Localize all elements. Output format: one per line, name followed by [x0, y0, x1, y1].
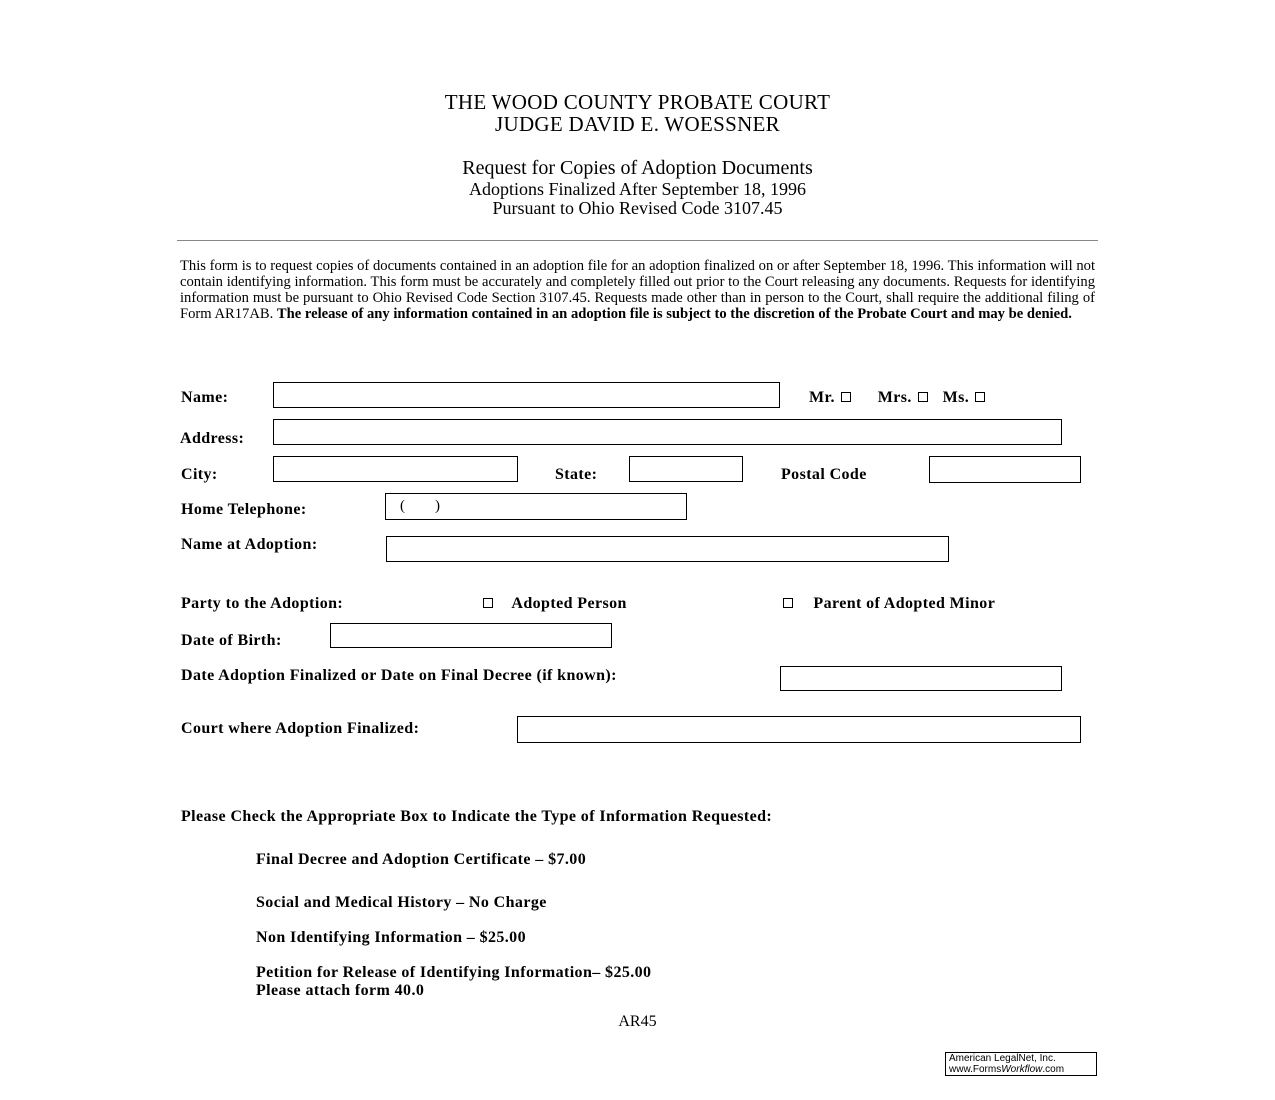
date-finalized-field[interactable] [780, 666, 1062, 691]
form-title: Request for Copies of Adoption Documents [462, 157, 813, 179]
parent-of-minor-label: Parent of Adopted Minor [813, 595, 996, 612]
adopted-person-label: Adopted Person [511, 595, 627, 612]
ms-label: Ms. [942, 389, 970, 406]
logo-line-2 [949, 1065, 1093, 1076]
logo-url-part2: Workflow [1001, 1063, 1043, 1075]
home-telephone-label: Home Telephone: [181, 501, 307, 518]
state-label: State: [555, 466, 598, 483]
parent-of-minor-checkbox[interactable] [783, 598, 793, 608]
header-divider [177, 240, 1098, 241]
form-subtitle-code: Pursuant to Ohio Revised Code 3107.45 [492, 198, 783, 218]
date-of-birth-label: Date of Birth: [181, 632, 282, 649]
mrs-checkbox[interactable] [918, 392, 928, 402]
mr-label: Mr. [809, 389, 835, 406]
info-item-social-medical[interactable]: Social and Medical History – No Charge [256, 894, 547, 911]
home-telephone-field[interactable]: ( ) [385, 493, 687, 520]
name-at-adoption-label: Name at Adoption: [181, 536, 318, 553]
intro-paragraph [180, 258, 1095, 322]
adopted-person-checkbox[interactable] [483, 598, 493, 608]
address-field[interactable] [273, 419, 1062, 445]
party-option-parent [777, 595, 995, 613]
form-code: AR45 [618, 1013, 657, 1030]
date-finalized-label: Date Adoption Finalized or Date on Final Decree (if known): [181, 667, 617, 684]
date-of-birth-field[interactable] [330, 623, 612, 648]
info-item-identifying[interactable]: Petition for Release of Identifying Information– $25.00 [256, 964, 652, 981]
state-field[interactable] [629, 456, 743, 482]
intro-text: This form is to request copies of documents contained in an adoption file for an adoption finalized on or after September 18, 1996. This information will not contain identifying information. This form must be accurately and completely filled out prior to the Court releasing any documents. Requests for identifying information must be pursuant to Ohio Revised Code Section 3107.45. Requests made other than in person to the Court, shall require the additional filing of Form AR17AB. [180, 258, 1095, 322]
name-field[interactable] [273, 382, 780, 408]
logo-url-part3: .com [1042, 1063, 1065, 1075]
court-finalized-label: Court where Adoption Finalized: [181, 720, 420, 737]
info-item-final-decree[interactable]: Final Decree and Adoption Certificate – $7.00 [256, 851, 587, 868]
name-at-adoption-field[interactable] [386, 536, 949, 562]
ms-checkbox[interactable] [975, 392, 985, 402]
title-options [809, 389, 985, 407]
logo-line-1: American LegalNet, Inc. [949, 1053, 1056, 1064]
court-name: THE WOOD COUNTY PROBATE COURT [444, 90, 831, 114]
court-finalized-field[interactable] [517, 716, 1081, 743]
info-item-non-identifying[interactable]: Non Identifying Information – $25.00 [256, 929, 526, 946]
form-subtitle-date: Adoptions Finalized After September 18, 1996 [469, 179, 806, 199]
mrs-label: Mrs. [877, 389, 912, 406]
postal-code-label: Postal Code [781, 466, 867, 483]
city-label: City: [181, 466, 218, 483]
intro-bold-text: The release of any information contained in an adoption file is subject to the discretion of the Probate Court and may be denied. [276, 306, 1072, 322]
logo-url-part1: www.Forms [949, 1063, 1002, 1075]
address-label: Address: [180, 430, 245, 447]
info-heading: Please Check the Appropriate Box to Indicate the Type of Information Requested: [181, 808, 773, 825]
mr-checkbox[interactable] [841, 392, 851, 402]
party-option-adopted-person [477, 595, 627, 613]
info-note: Please attach form 40.0 [256, 982, 425, 999]
american-legalnet-logo [945, 1052, 1097, 1076]
party-label: Party to the Adoption: [181, 595, 344, 612]
name-label: Name: [181, 389, 229, 406]
postal-code-field[interactable] [929, 456, 1081, 483]
judge-name: JUDGE DAVID E. WOESSNER [495, 112, 780, 136]
city-field[interactable] [273, 456, 518, 482]
